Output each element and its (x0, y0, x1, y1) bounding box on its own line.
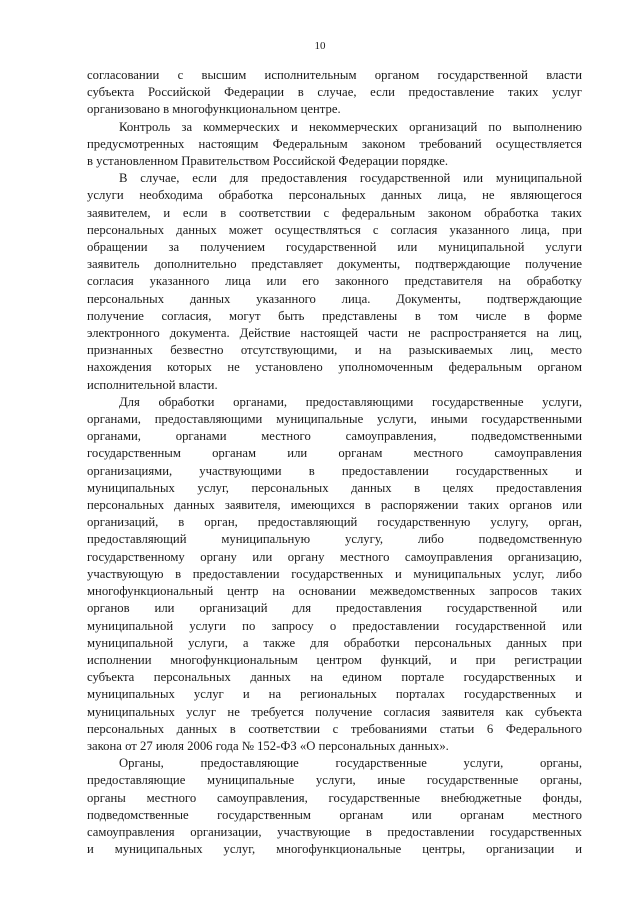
document-body (87, 67, 582, 858)
text-line: персональных данных заявителя, имеющихся в распоряжении таких органов или (87, 498, 582, 513)
paragraph (87, 755, 582, 858)
text-line: муниципальной услуги по запросу о предоставлении государственной или (87, 618, 582, 633)
text-line: исполнении многофункциональным центром функций, и при регистрации (87, 652, 582, 667)
text-line: заявитель дополнительно представляет документы, подтверждающие получение (87, 257, 582, 272)
text-line: органы местного самоуправления, государственные внебюджетные фонды, (87, 790, 582, 805)
text-line: Органы, предоставляющие государственные услуги, органы, (119, 756, 582, 771)
text-line: субъекта персональных данных на едином портале государственных и (87, 670, 582, 685)
text-line: обращении за получением государственной или муниципальной услуги (87, 240, 582, 255)
text-line: органами, органами местного самоуправления, подведомственными (87, 429, 582, 444)
text-line: Контроль за коммерческих и некоммерческих организаций по выполнению (119, 119, 582, 134)
text-line: получение согласия, могут быть представлены в том числе в форме (87, 308, 582, 323)
text-line: организовано в многофункциональном центре. (87, 102, 341, 117)
text-line: нахождения которых не установлено уполномоченным федеральным органом (87, 360, 582, 375)
text-line: персональных данных может осуществляться с согласия указанного лица, при (87, 222, 582, 237)
text-line: признанных безвестно отсутствующими, и на разыскиваемых лиц, место (87, 343, 582, 358)
page-number: 10 (314, 40, 326, 52)
text-line: заявителем, и если в соответствии с федеральным законом обработка таких (87, 205, 582, 220)
paragraph (87, 394, 582, 755)
text-line: услуги необходима обработка персональных данных лица, не являющегося (87, 188, 582, 203)
text-line: В случае, если для предоставления государственной или муниципальной (119, 171, 582, 186)
text-line: муниципальных услуг не требуется получение согласия заявителя как субъекта (87, 704, 582, 719)
text-line: электронного документа. Действие настоящей части не распространяется на лиц, (87, 326, 582, 341)
text-line: исполнительной власти. (87, 377, 218, 392)
text-line: персональных данных указанного лица. Документы, подтверждающие (87, 291, 582, 306)
text-line: согласовании с высшим исполнительным органом государственной власти (87, 68, 582, 82)
text-line: в установленном Правительством Российской Федерации порядке. (87, 154, 449, 169)
text-line: самоуправления организации, участвующие в предоставлении государственных (87, 824, 582, 839)
text-line: государственным органам или органам местного самоуправления (87, 446, 582, 461)
text-line: муниципальной услуги, а также для обработки персональных данных при (87, 635, 582, 650)
text-line: многофункциональный центр на основании межведомственных запросов таких (87, 584, 582, 599)
text-line: предоставляющие муниципальные услуги, иные государственные органы, (87, 773, 582, 788)
text-line: закона от 27 июля 2006 года № 152-ФЗ «О персональных данных». (87, 738, 449, 753)
text-line: участвующую в предоставлении государственных и муниципальных услуг, либо (87, 566, 582, 581)
text-line: субъекта Российской Федерации в случае, если предоставление таких услуг (87, 85, 582, 100)
text-line: предоставляющий муниципальную услугу, либо подведомственную (87, 532, 582, 547)
text-line: организаций, в орган, предоставляющий государственную услугу, орган, (87, 515, 582, 530)
text-line: государственному органу или органу местного самоуправления организацию, (87, 549, 582, 564)
text-line: муниципальных услуг и на региональных порталах государственных и (87, 687, 582, 702)
paragraph (87, 170, 582, 394)
text-line: подведомственные государственным органам или органам местного (87, 807, 582, 822)
paragraph (87, 119, 582, 171)
text-line: организациями, участвующими в предоставлении государственных и (87, 463, 582, 478)
text-line: Для обработки органами, предоставляющими государственные услуги, (119, 394, 582, 409)
text-line: органами, предоставляющими муниципальные услуги, иными государственными (87, 412, 582, 427)
text-line: и муниципальных услуг, многофункциональные центры, организации и (87, 842, 582, 857)
text-line: предусмотренных настоящим Федеральным законом требований осуществляется (87, 136, 582, 151)
text-line: органов или организаций для предоставления государственной или (87, 601, 582, 616)
text-line: персональных данных в соответствии с требованиями статьи 6 Федерального (87, 721, 582, 736)
text-line: муниципальных услуг, персональных данных в целях предоставления (87, 480, 582, 495)
text-line: согласия указанного лица или его законного представителя на обработку (87, 274, 582, 289)
paragraph (87, 67, 582, 119)
